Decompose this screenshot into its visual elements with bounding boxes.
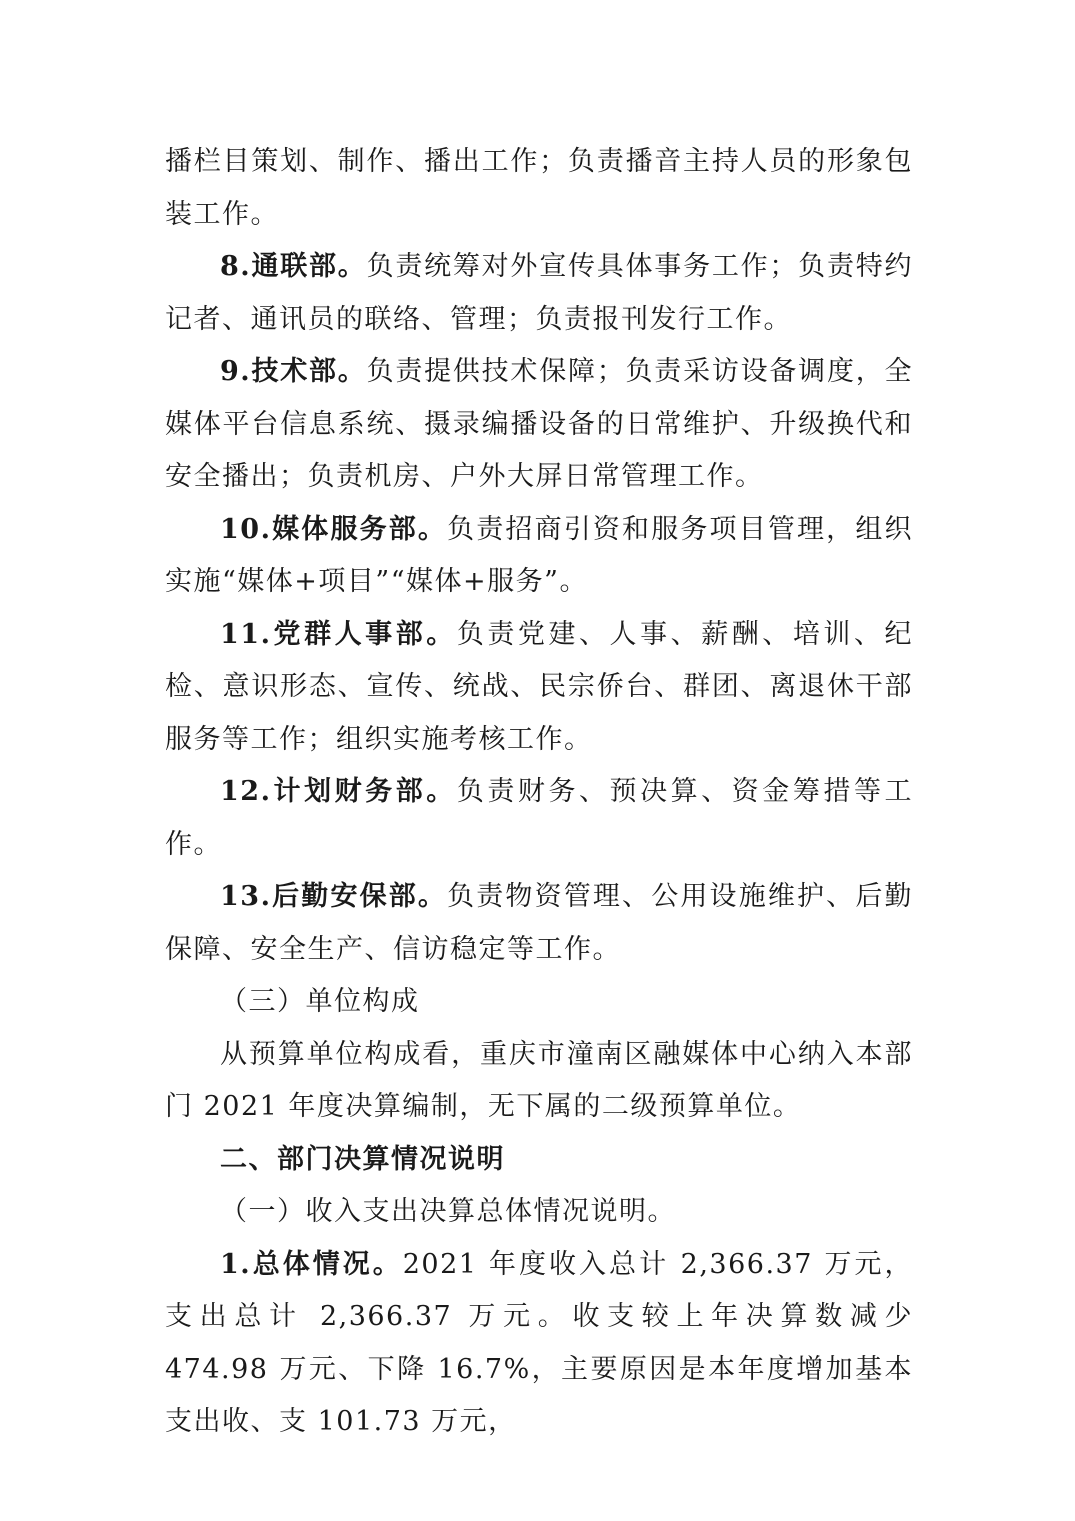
item-lead: 13.后勤安保部。 xyxy=(220,881,448,912)
item-lead: 9.技术部。 xyxy=(220,356,367,387)
paragraph-item-9: 9.技术部。负责提供技术保障；负责采访设备调度，全媒体平台信息系统、摄录编播设备的日常维护、升级换代和安全播出；负责机房、户外大屏日常管理工作。 xyxy=(165,356,914,492)
paragraph-item-12: 12.计划财务部。负责财务、预决算、资金筹措等工作。 xyxy=(165,776,913,860)
item-lead: 11.党群人事部。 xyxy=(220,618,457,650)
paragraph-overall-situation: 1.总体情况。2021 年度收入总计 2,366.37 万元，支出总计 2,366.37 万元。收支较上年决算数减少 474.98 万元、下降 16.7%，主要原因是本年度增加基本支出收、支 101.73 万元， xyxy=(165,1248,913,1437)
paragraph-item-10: 10.媒体服务部。负责招商引资和服务项目管理，组织实施“媒体+项目”“媒体+服务”。 xyxy=(165,513,913,597)
item-lead: 10.媒体服务部。 xyxy=(220,513,448,545)
item-lead: 1.总体情况。 xyxy=(220,1248,403,1280)
paragraph-unit-composition: 从预算单位构成看，重庆市潼南区融媒体中心纳入本部门 2021 年度决算编制，无下属的二级预算单位。 xyxy=(165,1038,913,1122)
subsection-title: （三）单位构成 xyxy=(220,986,420,1017)
item-lead: 12.计划财务部。 xyxy=(220,776,457,807)
item-lead: 8.通联部。 xyxy=(220,251,367,282)
subsection-title: （一）收入支出决算总体情况说明。 xyxy=(220,1196,676,1227)
section-heading: 二、部门决算情况说明 xyxy=(220,1143,505,1175)
paragraph-item-11: 11.党群人事部。负责党建、人事、薪酬、培训、纪检、意识形态、宣传、统战、民宗侨台、群团、离退休干部服务等工作；组织实施考核工作。 xyxy=(165,618,913,755)
paragraph-continuation: 播栏目策划、制作、播出工作；负责播音主持人员的形象包装工作。 xyxy=(165,146,913,230)
paragraph-item-8: 8.通联部。负责统筹对外宣传具体事务工作；负责特约记者、通讯员的联络、管理；负责报刊发行工作。 xyxy=(165,251,914,335)
document-body xyxy=(165,136,913,1449)
paragraph-item-13: 13.后勤安保部。负责物资管理、公用设施维护、后勤保障、安全生产、信访稳定等工作。 xyxy=(165,881,913,965)
